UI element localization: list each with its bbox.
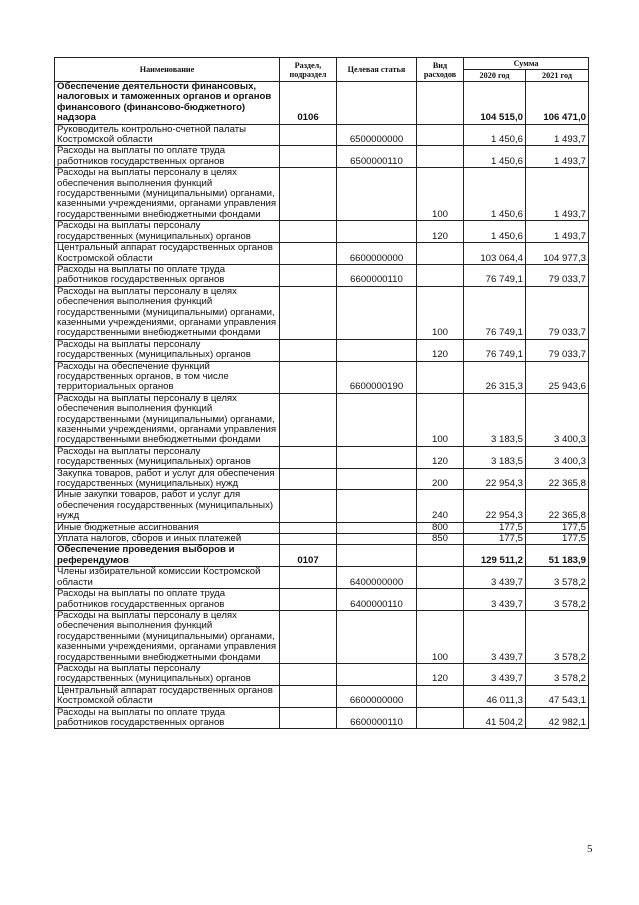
row-target [337, 168, 417, 221]
row-name: Закупка товаров, работ и услуг для обеспечения государственных (муниципальных) нужд [55, 468, 280, 490]
row-name: Руководитель контрольно-счетной палаты Костромской области [55, 124, 280, 146]
row-section [280, 168, 337, 221]
row-section [280, 567, 337, 589]
row-type [417, 707, 464, 729]
row-name: Расходы на выплаты персоналу государственных (муниципальных) органов [55, 663, 280, 685]
row-sum-2020: 3 183,5 [464, 446, 526, 468]
row-name: Расходы на выплаты по оплате труда работников государственных органов [55, 146, 280, 168]
table-row [55, 468, 589, 490]
row-target [337, 82, 417, 125]
row-type: 800 [417, 522, 464, 533]
row-name: Расходы на выплаты персоналу в целях обеспечения выполнения функций государственными (муниципальными) органами, казенными учреждениями, органами управления государственными внебюджетными фондами [55, 610, 280, 663]
row-sum-2021: 79 033,7 [526, 264, 589, 286]
row-sum-2020: 76 749,1 [464, 339, 526, 361]
row-target [337, 286, 417, 339]
row-sum-2020: 46 011,3 [464, 685, 526, 707]
row-type [417, 82, 464, 125]
row-target [337, 339, 417, 361]
row-name: Расходы на выплаты персоналу государственных (муниципальных) органов [55, 446, 280, 468]
row-section [280, 124, 337, 146]
row-type: 850 [417, 534, 464, 545]
row-sum-2021: 25 943,6 [526, 361, 589, 393]
row-type [417, 567, 464, 589]
row-type [417, 146, 464, 168]
row-sum-2020: 76 749,1 [464, 286, 526, 339]
row-sum-2020: 3 183,5 [464, 393, 526, 446]
row-section [280, 663, 337, 685]
row-sum-2020: 129 511,2 [464, 545, 526, 567]
row-type: 120 [417, 663, 464, 685]
row-type: 100 [417, 168, 464, 221]
row-name: Расходы на выплаты по оплате труда работников государственных органов [55, 589, 280, 611]
row-section [280, 707, 337, 729]
row-target [337, 610, 417, 663]
row-sum-2021: 3 400,3 [526, 446, 589, 468]
table-row [55, 168, 589, 221]
row-name: Расходы на выплаты персоналу государственных (муниципальных) органов [55, 339, 280, 361]
row-name: Расходы на выплаты персоналу в целях обеспечения выполнения функций государственными (муниципальными) органами, казенными учреждениями, органами управления государственными внебюджетными фондами [55, 168, 280, 221]
row-sum-2021: 177,5 [526, 534, 589, 545]
row-name: Обеспечение проведения выборов и референдумов [55, 545, 280, 567]
row-sum-2021: 3 400,3 [526, 393, 589, 446]
row-type: 100 [417, 286, 464, 339]
row-section [280, 468, 337, 490]
row-sum-2021: 1 493,7 [526, 168, 589, 221]
row-sum-2021: 3 578,2 [526, 663, 589, 685]
row-sum-2021: 79 033,7 [526, 286, 589, 339]
row-sum-2020: 3 439,7 [464, 663, 526, 685]
table-row [55, 124, 589, 146]
table-body [55, 82, 589, 729]
row-target [337, 663, 417, 685]
row-type [417, 361, 464, 393]
header-section: Раздел, подраздел [280, 58, 337, 82]
row-sum-2020: 1 450,6 [464, 146, 526, 168]
row-sum-2021: 51 183,9 [526, 545, 589, 567]
table-row [55, 589, 589, 611]
row-sum-2020: 1 450,6 [464, 221, 526, 243]
header-2021: 2021 год [526, 70, 589, 82]
row-section [280, 243, 337, 265]
row-target [337, 522, 417, 533]
row-target: 6600000000 [337, 243, 417, 265]
table-row [55, 286, 589, 339]
row-sum-2021: 1 493,7 [526, 146, 589, 168]
row-sum-2021: 47 543,1 [526, 685, 589, 707]
row-type: 100 [417, 393, 464, 446]
row-name: Уплата налогов, сборов и иных платежей [55, 534, 280, 545]
row-section [280, 534, 337, 545]
row-sum-2020: 3 439,7 [464, 567, 526, 589]
row-name: Обеспечение деятельности финансовых, налоговых и таможенных органов и органов финансового (финансово-бюджетного) надзора [55, 82, 280, 125]
row-sum-2021: 3 578,2 [526, 567, 589, 589]
row-sum-2021: 177,5 [526, 522, 589, 533]
table-row [55, 146, 589, 168]
row-sum-2020: 1 450,6 [464, 124, 526, 146]
row-name: Расходы на выплаты персоналу в целях обеспечения выполнения функций государственными (муниципальными) органами, казенными учреждениями, органами управления государственными внебюджетными фондами [55, 286, 280, 339]
row-section [280, 221, 337, 243]
row-name: Расходы на выплаты по оплате труда работников государственных органов [55, 264, 280, 286]
row-sum-2020: 26 315,3 [464, 361, 526, 393]
row-target [337, 534, 417, 545]
table-row [55, 707, 589, 729]
table-row [55, 243, 589, 265]
row-section: 0107 [280, 545, 337, 567]
row-sum-2021: 3 578,2 [526, 589, 589, 611]
row-name: Расходы на выплаты персоналу государственных (муниципальных) органов [55, 221, 280, 243]
row-target [337, 468, 417, 490]
row-sum-2020: 103 064,4 [464, 243, 526, 265]
row-target: 6600000110 [337, 707, 417, 729]
table-row [55, 663, 589, 685]
row-name: Иные бюджетные ассигнования [55, 522, 280, 533]
budget-table [54, 57, 589, 729]
header-target: Целевая статья [337, 58, 417, 82]
row-type: 200 [417, 468, 464, 490]
table-row [55, 610, 589, 663]
table-row [55, 264, 589, 286]
table-row [55, 361, 589, 393]
row-sum-2020: 177,5 [464, 522, 526, 533]
row-section [280, 264, 337, 286]
row-type [417, 243, 464, 265]
row-sum-2021: 79 033,7 [526, 339, 589, 361]
row-name: Иные закупки товаров, работ и услуг для обеспечения государственных (муниципальных) нужд [55, 490, 280, 522]
row-type: 120 [417, 221, 464, 243]
table-row [55, 393, 589, 446]
table-row [55, 339, 589, 361]
row-sum-2021: 42 982,1 [526, 707, 589, 729]
row-sum-2021: 3 578,2 [526, 610, 589, 663]
row-target: 6600000190 [337, 361, 417, 393]
row-target: 6500000000 [337, 124, 417, 146]
row-sum-2020: 177,5 [464, 534, 526, 545]
row-section: 0106 [280, 82, 337, 125]
header-2020: 2020 год [464, 70, 526, 82]
row-sum-2020: 1 450,6 [464, 168, 526, 221]
row-target: 6600000110 [337, 264, 417, 286]
row-name: Центральный аппарат государственных органов Костромской области [55, 243, 280, 265]
table-row [55, 545, 589, 567]
row-type: 240 [417, 490, 464, 522]
row-sum-2021: 22 365,8 [526, 490, 589, 522]
row-section [280, 286, 337, 339]
row-name: Расходы на выплаты персоналу в целях обеспечения выполнения функций государственными (муниципальными) органами, казенными учреждениями, органами управления государственными внебюджетными фондами [55, 393, 280, 446]
row-section [280, 589, 337, 611]
row-target [337, 393, 417, 446]
row-target [337, 545, 417, 567]
header-sum: Сумма [464, 58, 589, 70]
row-target [337, 446, 417, 468]
row-target: 6500000110 [337, 146, 417, 168]
row-section [280, 610, 337, 663]
row-target: 6400000110 [337, 589, 417, 611]
page-number: 5 [587, 843, 593, 855]
row-target: 6600000000 [337, 685, 417, 707]
row-section [280, 490, 337, 522]
row-section [280, 522, 337, 533]
table-row [55, 522, 589, 533]
row-name: Расходы на выплаты по оплате труда работников государственных органов [55, 707, 280, 729]
table-row [55, 685, 589, 707]
table-row [55, 567, 589, 589]
row-sum-2021: 22 365,8 [526, 468, 589, 490]
row-sum-2021: 1 493,7 [526, 124, 589, 146]
row-type: 120 [417, 339, 464, 361]
row-section [280, 361, 337, 393]
row-target: 6400000000 [337, 567, 417, 589]
table-row [55, 221, 589, 243]
row-sum-2020: 3 439,7 [464, 610, 526, 663]
row-section [280, 146, 337, 168]
row-sum-2020: 41 504,2 [464, 707, 526, 729]
row-type [417, 545, 464, 567]
row-type: 100 [417, 610, 464, 663]
table-row [55, 534, 589, 545]
row-sum-2020: 76 749,1 [464, 264, 526, 286]
row-section [280, 393, 337, 446]
table-row [55, 490, 589, 522]
row-name: Расходы на обеспечение функций государственных органов, в том числе территориальных органов [55, 361, 280, 393]
row-type: 120 [417, 446, 464, 468]
table-row [55, 82, 589, 125]
row-target [337, 490, 417, 522]
row-type [417, 685, 464, 707]
row-sum-2020: 22 954,3 [464, 490, 526, 522]
row-section [280, 446, 337, 468]
row-section [280, 685, 337, 707]
row-sum-2020: 104 515,0 [464, 82, 526, 125]
row-sum-2021: 104 977,3 [526, 243, 589, 265]
row-type [417, 589, 464, 611]
row-target [337, 221, 417, 243]
row-sum-2021: 1 493,7 [526, 221, 589, 243]
header-type: Вид расходов [417, 58, 464, 82]
row-name: Члены избирательной комиссии Костромской области [55, 567, 280, 589]
row-sum-2021: 106 471,0 [526, 82, 589, 125]
row-section [280, 339, 337, 361]
header-name: Наименование [55, 58, 280, 82]
row-sum-2020: 22 954,3 [464, 468, 526, 490]
row-sum-2020: 3 439,7 [464, 589, 526, 611]
table-row [55, 446, 589, 468]
row-type [417, 124, 464, 146]
row-type [417, 264, 464, 286]
row-name: Центральный аппарат государственных органов Костромской области [55, 685, 280, 707]
